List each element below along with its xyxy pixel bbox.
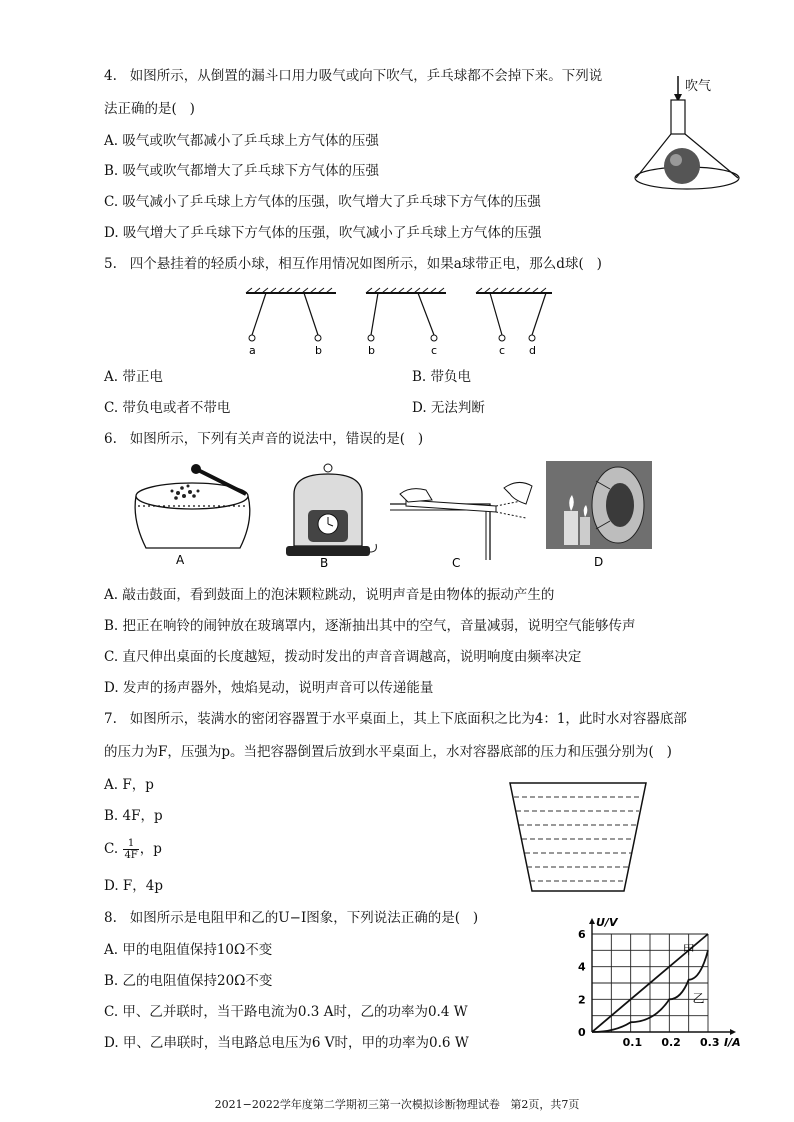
q6-fig-label-d: D — [594, 555, 604, 569]
q4-stem-line2: 法正确的是( ) — [104, 101, 195, 117]
q6-option-c: C. 直尺伸出桌面的长度越短，拨动时发出的声音音调越高，说明响度由频率决定 — [104, 649, 582, 665]
x-axis-label: I/A — [724, 1036, 741, 1049]
ball-label-d: d — [529, 344, 536, 357]
q7-option-c-tail: ，p — [139, 841, 162, 857]
q6-fig-label-c: C — [452, 556, 461, 570]
ball-label-b1: b — [315, 344, 322, 357]
q4-option-b: B. 吸气或吹气都增大了乒乓球下方气体的压强 — [104, 163, 380, 179]
q7-fraction-den: 4F — [124, 850, 138, 861]
q7-option-c — [104, 838, 162, 861]
y-axis-label: U/V — [596, 916, 618, 929]
q8-option-d: D. 甲、乙串联时，当电路总电压为6 V时，甲的功率为0.6 W — [104, 1035, 469, 1051]
q8-option-b: B. 乙的电阻值保持20Ω不变 — [104, 973, 273, 989]
q7-stem-line1: 7. 如图所示，装满水的密闭容器置于水平桌面上，其上下底面积之比为4：1，此时水对容器底部 — [104, 711, 687, 727]
funnel-figure — [628, 70, 746, 192]
x-tick-label: 0.2 — [661, 1036, 681, 1049]
balls-ab — [246, 288, 336, 357]
page-footer: 2021−2022学年度第二学期初三第一次模拟诊断物理试卷 第2页，共7页 — [214, 1098, 580, 1111]
q5-option-d: D. 无法判断 — [412, 400, 485, 416]
x-tick-label: 0.3 — [700, 1036, 720, 1049]
y-tick-label: 2 — [578, 993, 586, 1007]
u-i-chart — [562, 912, 762, 1062]
ball-label-a: a — [249, 344, 256, 357]
q7-fraction — [123, 838, 138, 861]
q5-option-c: C. 带负电或者不带电 — [104, 400, 231, 416]
bell-jar-figure — [282, 460, 378, 568]
q7-fraction-num: 1 — [123, 838, 138, 850]
ball-label-c1: c — [431, 344, 438, 357]
q6-option-a: A. 敲击鼓面，看到鼓面上的泡沫颗粒跳动，说明声音是由物体的振动产生的 — [104, 587, 555, 603]
q4-option-d: D. 吸气增大了乒乓球下方气体的压强，吹气减小了乒乓球上方气体的压强 — [104, 225, 542, 241]
x-axis-arrow — [730, 1029, 736, 1035]
q7-option-d: D. F，4p — [104, 878, 164, 894]
q6-fig-label-a: A — [176, 553, 185, 567]
q8-option-c: C. 甲、乙并联时，当干路电流为0.3 A时，乙的功率为0.4 W — [104, 1004, 468, 1020]
ruler-figure — [386, 460, 536, 570]
balls-bc — [366, 288, 446, 357]
series-yi-label: 乙 — [692, 991, 705, 1006]
ball-label-c2: c — [499, 344, 506, 357]
q6-fig-label-b: B — [320, 556, 329, 568]
balls-cd — [476, 288, 552, 357]
ball-label-b2: b — [368, 344, 375, 357]
drum-figure — [128, 458, 258, 568]
q4-option-c: C. 吸气减小了乒乓球上方气体的压强，吹气增大了乒乓球下方气体的压强 — [104, 194, 541, 210]
q6-option-b: B. 把正在响铃的闹钟放在玻璃罩内，逐渐抽出其中的空气，音量减弱，说明空气能够传声 — [104, 618, 636, 634]
q7-option-c-prefix: C. — [104, 841, 119, 857]
q5-option-a: A. 带正电 — [104, 369, 163, 385]
q8-option-a: A. 甲的电阻值保持10Ω不变 — [104, 942, 273, 958]
x-tick-label: 0.1 — [622, 1036, 643, 1049]
y-tick-label: 6 — [578, 928, 586, 941]
q6-option-d: D. 发声的扬声器外，烛焰晃动，说明声音可以传递能量 — [104, 680, 434, 696]
y-tick-label: 4 — [578, 960, 586, 974]
q7-option-a: A. F，p — [104, 777, 154, 793]
q4-stem-line1: 4. 如图所示，从倒置的漏斗口用力吸气或向下吹气，乒乓球都不会掉下来。下列说 — [104, 68, 603, 84]
container-figure — [506, 779, 650, 895]
q8-stem: 8. 如图所示是电阻甲和乙的U−I图象，下列说法正确的是( ) — [104, 910, 479, 926]
hanging-balls-figure — [240, 287, 560, 359]
y-axis-arrow — [589, 918, 595, 924]
q7-option-b: B. 4F，p — [104, 808, 163, 824]
q4-blow-label: 吹气 — [685, 79, 712, 94]
series-jia-label: 甲 — [682, 943, 695, 958]
y-tick-label: 0 — [578, 1026, 586, 1039]
q4-option-a: A. 吸气或吹气都减小了乒乓球上方气体的压强 — [104, 133, 379, 149]
chart-ticks — [578, 916, 741, 1049]
q7-stem-line2: 的压力为F，压强为p。当把容器倒置后放到水平桌面上，水对容器底部的压力和压强分别为( ) — [104, 744, 672, 760]
q5-stem: 5. 四个悬挂着的轻质小球，相互作用情况如图所示，如果a球带正电，那么d球( ) — [104, 256, 602, 272]
q5-option-b: B. 带负电 — [412, 369, 472, 385]
speaker-candle-figure — [546, 461, 652, 571]
q6-stem: 6. 如图所示，下列有关声音的说法中，错误的是( ) — [104, 431, 424, 447]
